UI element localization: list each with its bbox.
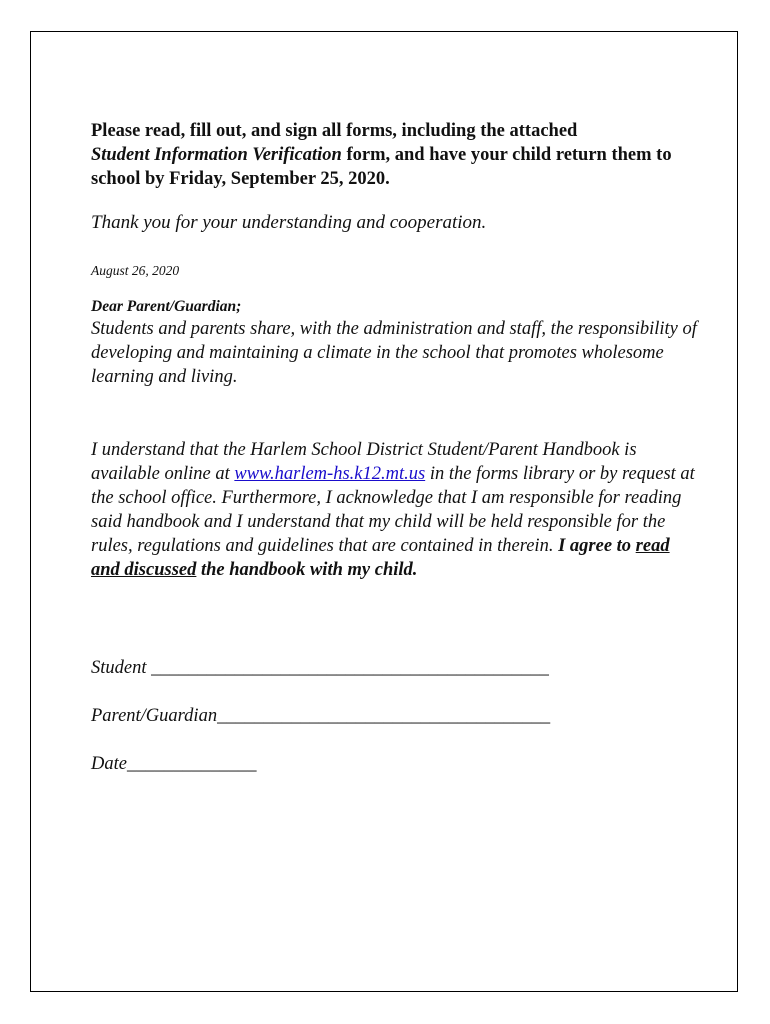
thank-you-note: Thank you for your understanding and cooperation. xyxy=(91,212,487,233)
intro-text-start: Please read, fill out, and sign all forms, including the attached xyxy=(91,121,578,141)
salutation: Dear Parent/Guardian; xyxy=(91,298,242,315)
form-name: Student Information Verification xyxy=(91,145,342,165)
letter-content xyxy=(91,119,701,800)
handbook-text-middle: in the forms library or by request at the school office. Furthermore, I acknowledge that I am responsible for reading said handbook and I understand that my child will be held responsible for the rules, regulations and guidelines that are contained in therein. xyxy=(91,464,695,556)
signature-block xyxy=(91,656,701,776)
agreement-underlined: read and discussed xyxy=(91,536,670,580)
letter-date: August 26, 2020 xyxy=(91,263,180,278)
handbook-link[interactable]: www.harlem-hs.k12.mt.us xyxy=(234,464,426,484)
paragraph-responsibility: Students and parents share, with the administration and staff, the responsibility of developing and maintaining a climate in the school that promotes wholesome learning and living. xyxy=(91,319,697,387)
document-page xyxy=(30,31,738,992)
agreement-start: I agree to xyxy=(558,536,636,556)
date-signature-line[interactable]: Date______________ xyxy=(91,754,257,774)
student-signature-line[interactable]: Student ___________________________________________ xyxy=(91,658,549,678)
agreement-end: the handbook with my child. xyxy=(196,560,418,580)
paragraph-handbook xyxy=(91,438,701,582)
intro-instructions xyxy=(91,119,701,191)
handbook-text-start: I understand that the Harlem School District Student/Parent Handbook is available online at xyxy=(91,440,637,484)
parent-signature-line[interactable]: Parent/Guardian____________________________________ xyxy=(91,706,551,726)
intro-text-end: form, and have your child return them to school by Friday, September 25, 2020. xyxy=(91,145,672,189)
